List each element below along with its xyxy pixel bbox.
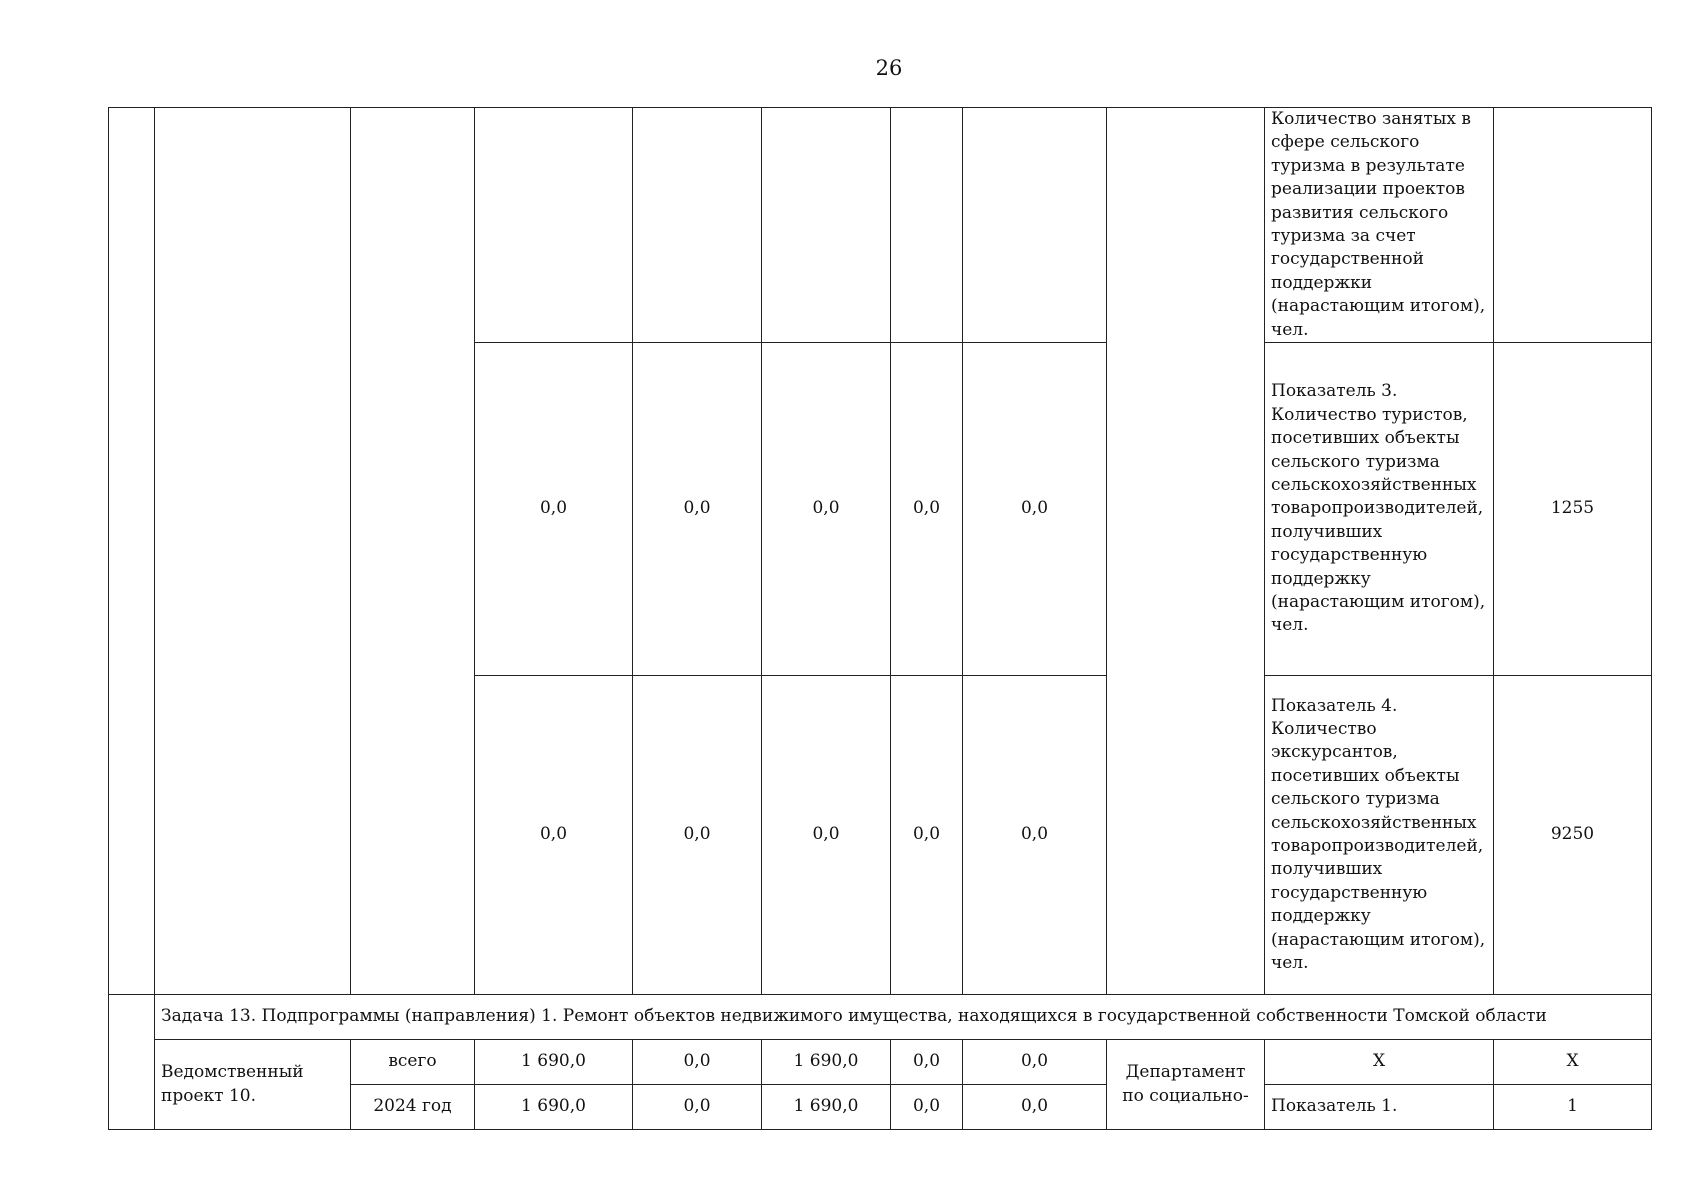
cell-measure-empty (155, 108, 351, 995)
target-cell: Х (1494, 1040, 1652, 1085)
value-cell: 0,0 (891, 343, 963, 676)
value-cell: 1 690,0 (475, 1085, 633, 1130)
cell-value-empty (891, 108, 963, 343)
value-cell: 0,0 (963, 1040, 1107, 1085)
indicator-cell: Показатель 1. (1265, 1085, 1494, 1130)
cell-value-empty (475, 108, 633, 343)
value-cell: 0,0 (475, 343, 633, 676)
value-cell: 0,0 (633, 1085, 762, 1130)
cell-value-empty (633, 108, 762, 343)
value-cell: 0,0 (891, 1085, 963, 1130)
page-number: 26 (875, 56, 903, 80)
project-name: Ведомственный проект 10. (155, 1040, 351, 1130)
value-cell: 0,0 (633, 1040, 762, 1085)
value-cell: 0,0 (475, 676, 633, 995)
value-cell: 0,0 (891, 1040, 963, 1085)
indicator-cell: Количество занятых в сфере сельского туризма в результате реализации проектов развития сельского туризма за счет государственной поддержки (нарастающим итогом), чел. (1265, 108, 1494, 343)
value-cell: 0,0 (633, 676, 762, 995)
target-cell: 9250 (1494, 676, 1652, 995)
period-cell: всего (351, 1040, 475, 1085)
value-cell: 1 690,0 (762, 1085, 891, 1130)
value-cell: 1 690,0 (762, 1040, 891, 1085)
value-cell: 0,0 (963, 1085, 1107, 1130)
cell-value-empty (762, 108, 891, 343)
cell-number-empty (109, 108, 155, 995)
table-row (109, 995, 1652, 1040)
target-cell: 1 (1494, 1085, 1652, 1130)
cell-executor-empty (1107, 108, 1265, 995)
target-cell: 1255 (1494, 343, 1652, 676)
task-title: Задача 13. Подпрограммы (направления) 1. Ремонт объектов недвижимого имущества, находящихся в государственной собственности Томской области (155, 995, 1652, 1040)
indicator-cell: Показатель 3. Количество туристов, посетивших объекты сельского туризма сельскохозяйственных товаропроизводителей, получивших государственную поддержку (нарастающим итогом), чел. (1265, 343, 1494, 676)
indicator-cell: Показатель 4. Количество экскурсантов, посетивших объекты сельского туризма сельскохозяйственных товаропроизводителей, получивших государственную поддержку (нарастающим итогом), чел. (1265, 676, 1494, 995)
value-cell: 0,0 (891, 676, 963, 995)
period-cell: 2024 год (351, 1085, 475, 1130)
value-cell: 0,0 (633, 343, 762, 676)
value-cell: 0,0 (762, 676, 891, 995)
executor-cell: Департамент по социально- (1107, 1040, 1265, 1130)
table-row (109, 1040, 1652, 1085)
cell-number-empty (109, 995, 155, 1130)
indicator-cell: Х (1265, 1040, 1494, 1085)
value-cell: 0,0 (963, 343, 1107, 676)
cell-value-empty (963, 108, 1107, 343)
value-cell: 1 690,0 (475, 1040, 633, 1085)
value-cell: 0,0 (963, 676, 1107, 995)
cell-period-empty (351, 108, 475, 995)
value-cell: 0,0 (762, 343, 891, 676)
table-row (109, 108, 1652, 343)
program-table (108, 107, 1652, 1130)
target-cell-empty (1494, 108, 1652, 343)
